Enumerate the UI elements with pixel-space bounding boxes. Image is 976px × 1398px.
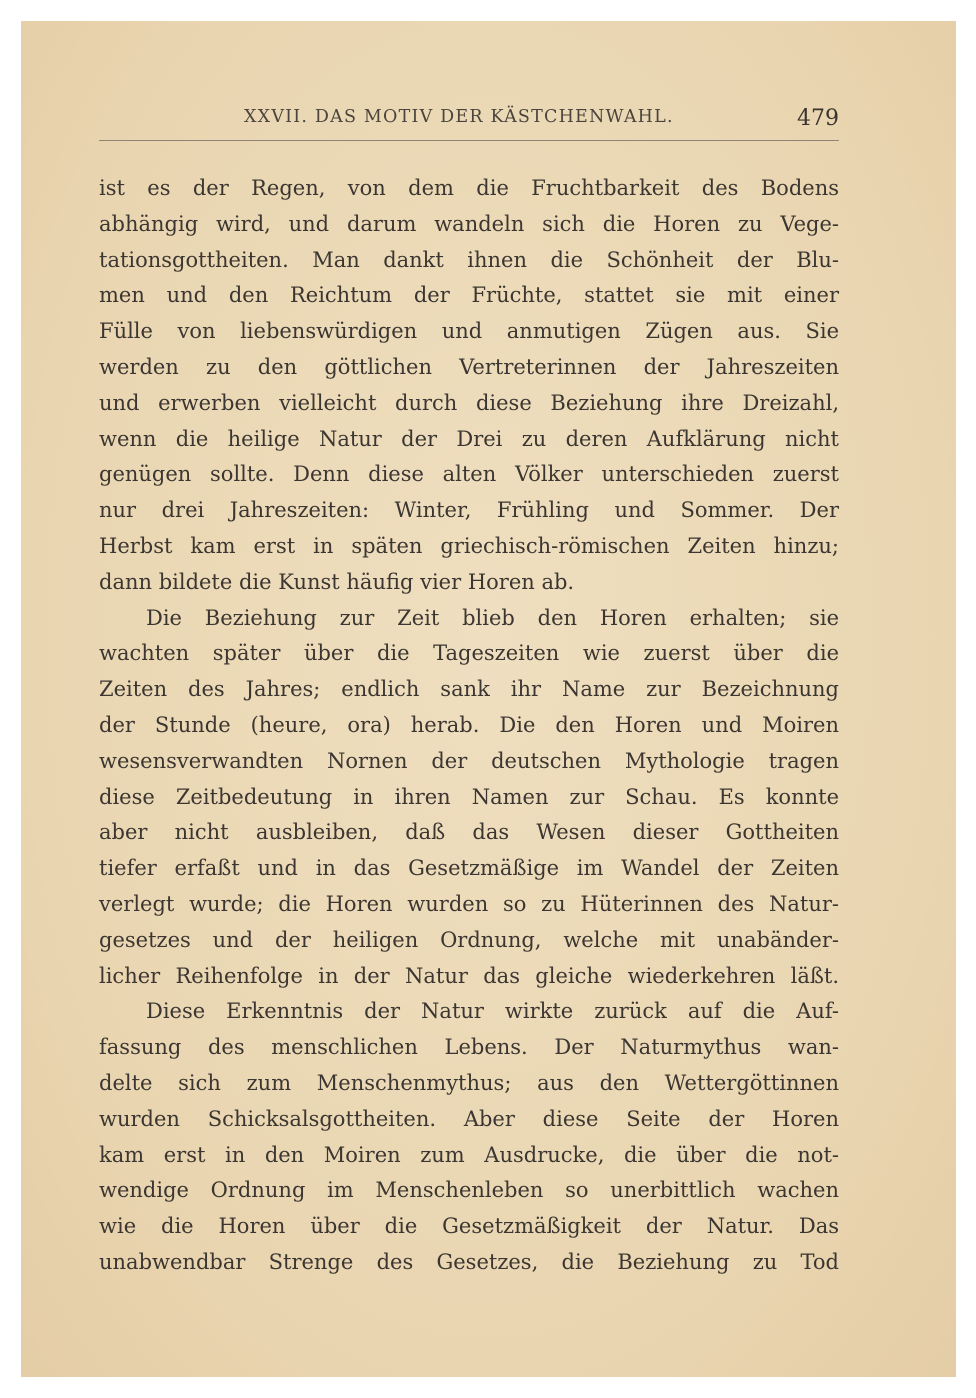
page-number: 479 — [797, 106, 839, 131]
text-line: ist es der Regen, von dem die Fruchtbarkeit des Bodens — [99, 176, 839, 200]
book-page — [21, 21, 956, 1377]
text-line: men und den Reichtum der Früchte, stattet sie mit einer — [99, 283, 839, 308]
text-line: kam erst in den Moiren zum Ausdrucke, die über die not- — [99, 1142, 839, 1167]
text-line: wenn die heilige Natur der Drei zu deren Aufklärung nicht — [99, 426, 839, 451]
text-line: und erwerben vielleicht durch diese Beziehung ihre Dreizahl, — [99, 390, 839, 415]
text-line: Diese Erkenntnis der Natur wirkte zurück auf die Auf- — [146, 999, 839, 1024]
text-line: fassung des menschlichen Lebens. Der Naturmythus wan- — [99, 1035, 839, 1060]
text-line: delte sich zum Menschenmythus; aus den Wettergöttinnen — [99, 1070, 839, 1095]
page-header — [99, 107, 839, 143]
running-title: XXVII. DAS MOTIV DER KÄSTCHENWAHL. — [244, 107, 674, 127]
text-line: tiefer erfaßt und in das Gesetzmäßige im Wandel der Zeiten — [99, 856, 839, 881]
text-line: wie die Horen über die Gesetzmäßigkeit der Natur. Das — [99, 1214, 839, 1239]
text-line: gesetzes und der heiligen Ordnung, welche mit unabänder- — [99, 927, 839, 952]
text-line: unabwendbar Strenge des Gesetzes, die Beziehung zu Tod — [99, 1249, 839, 1274]
text-line: licher Reihenfolge in der Natur das gleiche wiederkehren läßt. — [99, 963, 839, 988]
text-line: diese Zeitbedeutung in ihren Namen zur Schau. Es konnte — [99, 784, 839, 809]
text-line: aber nicht ausbleiben, daß das Wesen dieser Gottheiten — [99, 820, 839, 845]
text-line: verlegt wurde; die Horen wurden so zu Hüterinnen des Natur- — [99, 891, 839, 916]
text-line: Herbst kam erst in späten griechisch-römischen Zeiten hinzu; — [99, 533, 839, 558]
text-line: Die Beziehung zur Zeit blieb den Horen erhalten; sie — [146, 605, 839, 630]
body-text — [99, 171, 839, 1281]
text-line: werden zu den göttlichen Vertreterinnen der Jahreszeiten — [99, 354, 839, 379]
text-line: Zeiten des Jahres; endlich sank ihr Name zur Bezeichnung — [99, 677, 839, 702]
text-line: genügen sollte. Denn diese alten Völker unterschieden zuerst — [99, 462, 839, 487]
text-line: Fülle von liebenswürdigen und anmutigen Zügen aus. Sie — [99, 319, 839, 344]
text-line: abhängig wird, und darum wandeln sich die Horen zu Vege- — [99, 211, 839, 236]
header-rule — [99, 140, 839, 141]
text-line: nur drei Jahreszeiten: Winter, Frühling und Sommer. Der — [99, 498, 839, 523]
text-line: wendige Ordnung im Menschenleben so unerbittlich wachen — [99, 1178, 839, 1203]
text-line: tationsgottheiten. Man dankt ihnen die Schönheit der Blu- — [99, 247, 839, 272]
text-line: dann bildete die Kunst häufig vier Horen ab. — [99, 569, 575, 594]
text-line: wesensverwandten Nornen der deutschen Mythologie tragen — [99, 748, 839, 773]
text-line: wachten später über die Tageszeiten wie zuerst über die — [99, 641, 839, 666]
text-line: wurden Schicksalsgottheiten. Aber diese Seite der Horen — [99, 1106, 839, 1131]
text-line: der Stunde (heure, ora) herab. Die den Horen und Moiren — [99, 712, 839, 737]
